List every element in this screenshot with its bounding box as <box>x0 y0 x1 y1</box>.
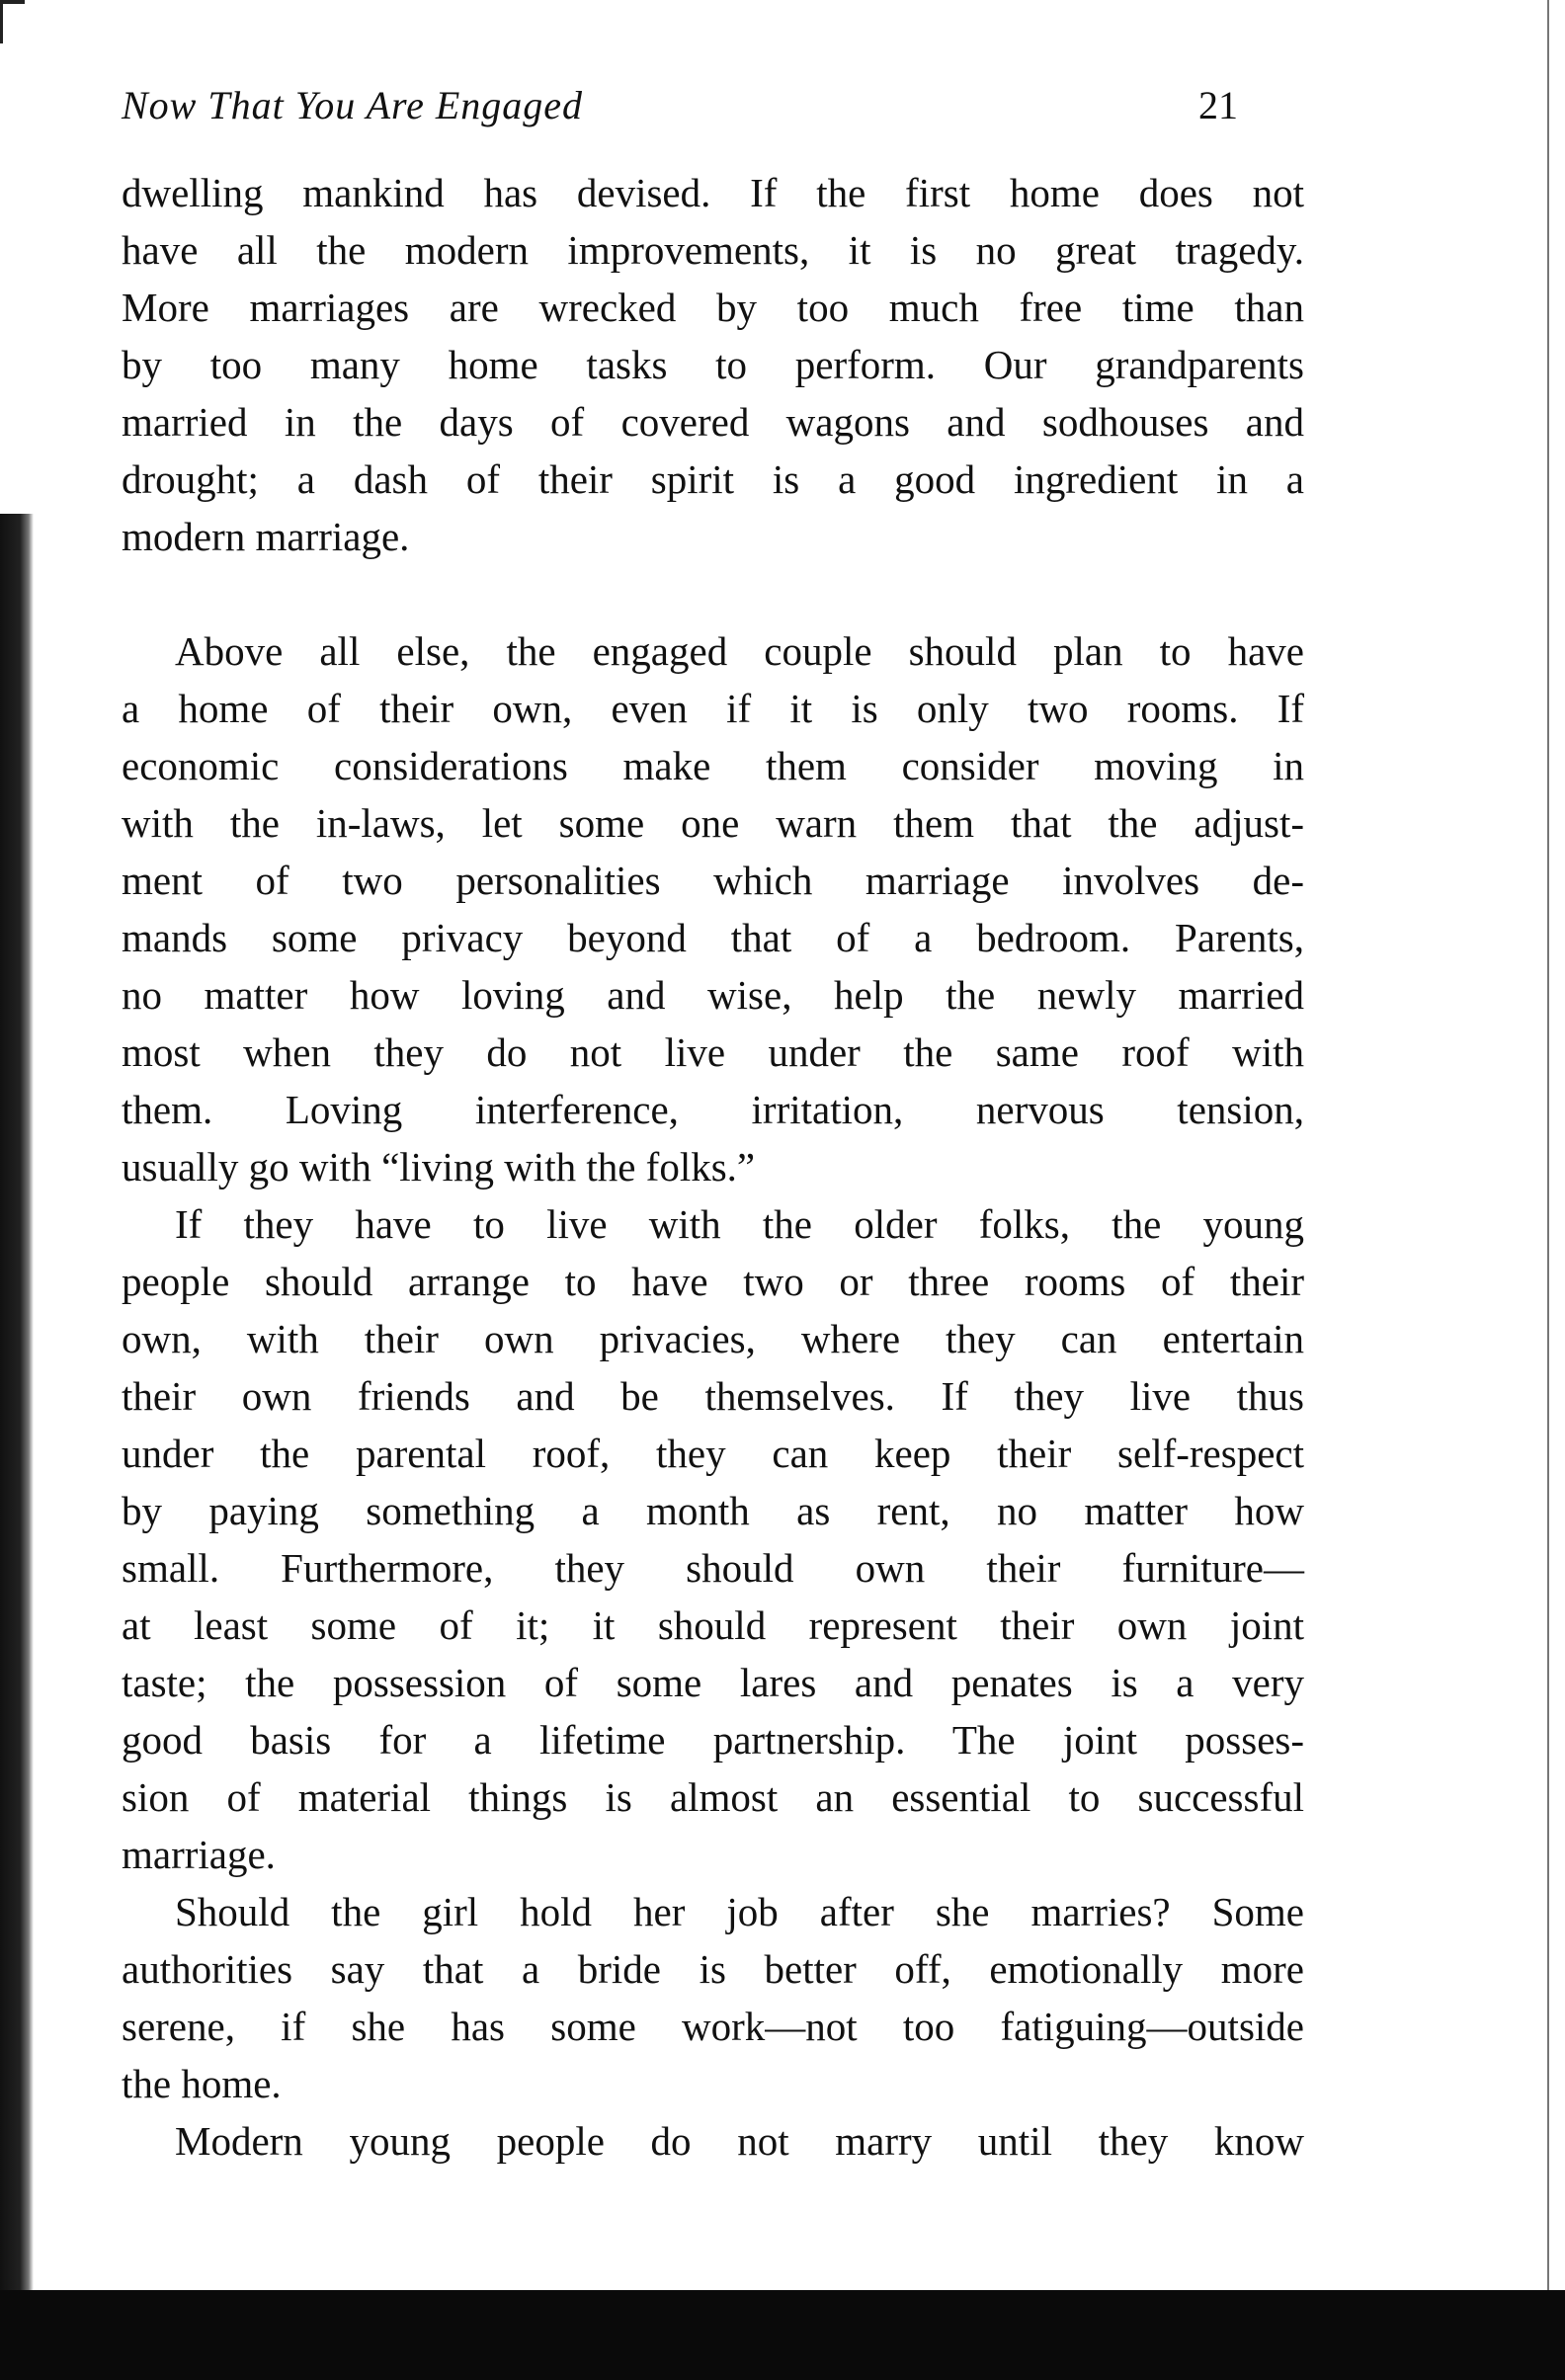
text-line: More marriages are wrecked by too much free time than <box>122 285 1304 330</box>
text-line: by too many home tasks to perform. Our grandparents <box>122 342 1304 387</box>
text-line: people should arrange to have two or three rooms of their <box>122 1259 1304 1304</box>
text-line: a home of their own, even if it is only two rooms. If <box>122 686 1304 731</box>
text-line: modern marriage. <box>122 514 410 559</box>
text-line: taste; the possession of some lares and penates is a very <box>122 1660 1304 1705</box>
text-line: mands some privacy beyond that of a bedroom. Parents, <box>122 915 1304 960</box>
text-line: marriage. <box>122 1832 276 1877</box>
text-line: by paying something a month as rent, no matter how <box>122 1488 1304 1533</box>
book-spine-shadow <box>0 514 34 2292</box>
paragraph <box>122 1883 1304 2112</box>
text-line: most when they do not live under the same roof with <box>122 1029 1304 1075</box>
text-line: Should the girl hold her job after she marries? Some <box>175 1889 1304 1934</box>
text-line: under the parental roof, they can keep their self-respect <box>122 1431 1304 1476</box>
text-line: Modern young people do not marry until they know <box>175 2118 1304 2164</box>
text-line: sion of material things is almost an essential to successful <box>122 1774 1304 1820</box>
text-line: married in the days of covered wagons and sodhouses and <box>122 399 1304 445</box>
text-line: good basis for a lifetime partnership. The joint posses- <box>122 1717 1304 1763</box>
page-corner-mark <box>0 0 25 43</box>
text-line: own, with their own privacies, where they can entertain <box>122 1316 1304 1361</box>
text-line: drought; a dash of their spirit is a good ingredient in a <box>122 456 1304 502</box>
paragraph <box>122 164 1304 565</box>
text-line: have all the modern improvements, it is no great tragedy. <box>122 227 1304 273</box>
text-line: them. Loving interference, irritation, nervous tension, <box>122 1087 1304 1132</box>
text-line: their own friends and be themselves. If they live thus <box>122 1373 1304 1419</box>
text-line: authorities say that a bride is better off, emotionally more <box>122 1946 1304 1992</box>
paragraph <box>122 1195 1304 1883</box>
text-line: If they have to live with the older folks, the young <box>175 1201 1304 1247</box>
text-line: dwelling mankind has devised. If the first home does not <box>122 170 1304 215</box>
paragraph-spacer <box>122 565 1304 622</box>
text-line: ment of two personalities which marriage involves de- <box>122 858 1304 903</box>
text-line: serene, if she has some work—not too fatiguing—outside <box>122 2004 1304 2049</box>
scan-bottom-border <box>0 2290 1565 2380</box>
text-line: usually go with “living with the folks.” <box>122 1144 756 1190</box>
text-line: the home. <box>122 2061 282 2106</box>
page-edge-line <box>1547 0 1549 2302</box>
body-text <box>122 164 1304 2170</box>
running-header <box>122 77 1258 134</box>
running-title: Now That You Are Engaged <box>122 83 584 127</box>
text-line: economic considerations make them consider moving in <box>122 743 1304 788</box>
text-line: Above all else, the engaged couple should plan to have <box>175 628 1304 674</box>
text-line: no matter how loving and wise, help the newly married <box>122 972 1304 1018</box>
text-line: with the in-laws, let some one warn them that the adjust- <box>122 800 1304 846</box>
page-number: 21 <box>1198 83 1238 127</box>
paragraph <box>122 2112 1304 2170</box>
text-line: small. Furthermore, they should own their furniture— <box>122 1545 1304 1591</box>
paragraph <box>122 622 1304 1195</box>
text-line: at least some of it; it should represent their own joint <box>122 1602 1304 1648</box>
